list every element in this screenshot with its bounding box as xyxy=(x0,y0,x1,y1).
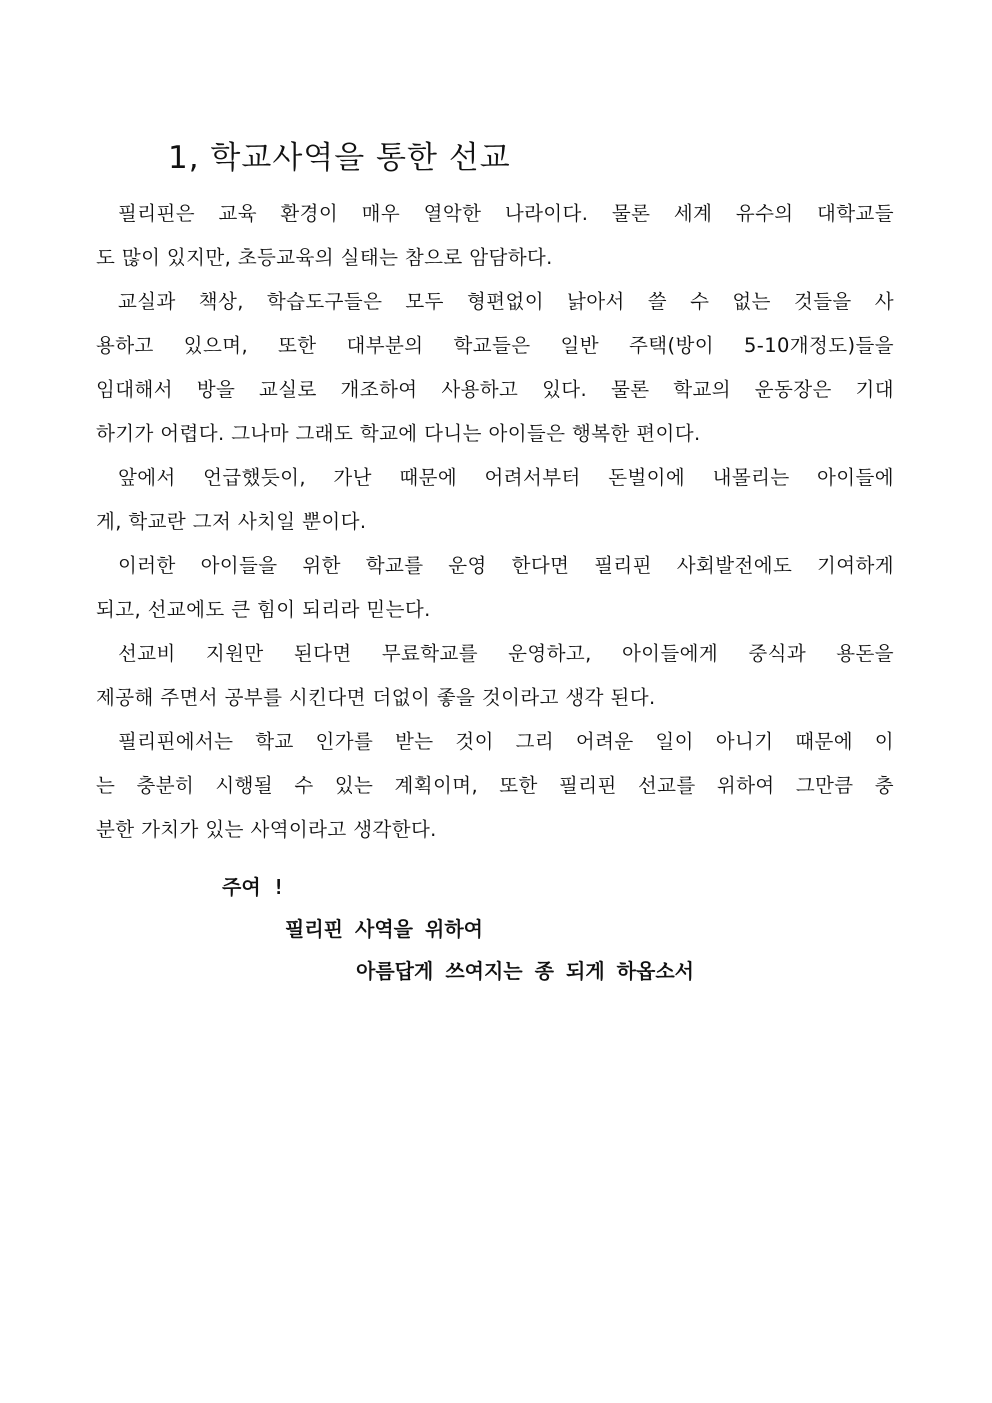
prayer-line-1: 주여 ! xyxy=(222,875,285,899)
text-line: 용하고 있으며, 또한 대부분의 학교들은 일반 주택(방이 5-10개정도)들을 xyxy=(96,334,894,357)
text-line: 이러한 아이들을 위한 학교를 운영 한다면 필리핀 사회발전에도 기여하게 xyxy=(118,554,894,577)
text-line: 게, 학교란 그저 사치일 뿐이다. xyxy=(96,510,367,533)
text-line: 되고, 선교에도 큰 힘이 되리라 믿는다. xyxy=(96,598,431,621)
text-line: 도 많이 있지만, 초등교육의 실태는 참으로 암담하다. xyxy=(96,246,553,269)
body-text xyxy=(96,192,894,852)
text-line: 제공해 주면서 공부를 시킨다면 더없이 좋을 것이라고 생각 된다. xyxy=(96,686,656,709)
text-line: 교실과 책상, 학습도구들은 모두 형편없이 낡아서 쓸 수 없는 것들을 사 xyxy=(118,290,894,313)
prayer-line-3: 아름답게 쓰여지는 종 되게 하옵소서 xyxy=(356,959,694,983)
text-line: 앞에서 언급했듯이, 가난 때문에 어려서부터 돈벌이에 내몰리는 아이들에 xyxy=(118,466,894,489)
section-heading: 1, 학교사역을 통한 선교 xyxy=(168,140,511,176)
text-line: 분한 가치가 있는 사역이라고 생각한다. xyxy=(96,818,437,841)
text-line: 필리핀에서는 학교 인가를 받는 것이 그리 어려운 일이 아니기 때문에 이 xyxy=(118,730,894,753)
text-line: 선교비 지원만 된다면 무료학교를 운영하고, 아이들에게 중식과 용돈을 xyxy=(118,642,894,665)
text-line: 는 충분히 시행될 수 있는 계획이며, 또한 필리핀 선교를 위하여 그만큼 충 xyxy=(96,774,894,797)
text-line: 임대해서 방을 교실로 개조하여 사용하고 있다. 물론 학교의 운동장은 기대 xyxy=(96,378,894,401)
text-line: 필리핀은 교육 환경이 매우 열악한 나라이다. 물론 세계 유수의 대학교들 xyxy=(118,202,894,225)
text-line: 하기가 어렵다. 그나마 그래도 학교에 다니는 아이들은 행복한 편이다. xyxy=(96,422,701,445)
prayer-line-2: 필리핀 사역을 위하여 xyxy=(285,917,483,941)
